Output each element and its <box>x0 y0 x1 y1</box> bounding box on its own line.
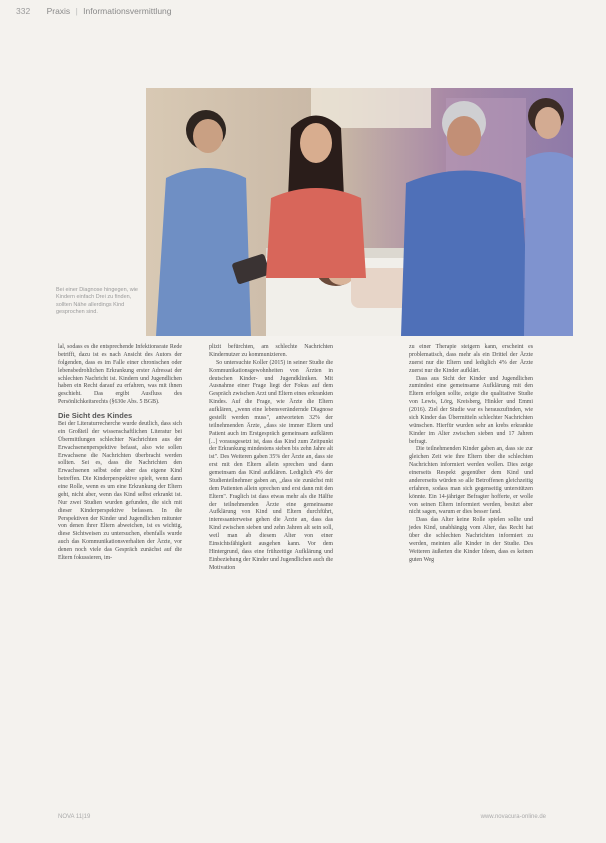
paragraph: Bei der Literaturrecherche wurde deutlich, dass sich ein Großteil der wissenschaftlichen Literatur bei Übermittlungen schlechter Nachrichten aus der Erwachsenenperspektive befasst, also wie sollen Erwachsene die Nachrichten überbracht werden sollten. Sei es, dass die Nachrichten den Erwachsenen selbst oder aber das eigene Kind betreffen. Die Kinderperspektive spielt, wenn dann eine Rolle, wenn es um eine Erkrankung der Eltern geht, nicht aber, wenn das Kind selbst erkrankt ist. Nur zwei Studien wurden gefunden, die sich mit dieser Kinderperspektive befassen. In die Perspektiven der Kinder und Jugendlichen mitunter von denen ihrer Eltern abweichen, ist es wichtig, diese Sichtweisen zu untersuchen, ebenfalls wurde auch das Kommunikationsverhalten der Ärzte, vor denen noch viele das Gespräch zunächst auf die Eltern fokussieren, im- <box>58 421 182 561</box>
section-heading: Die Sicht des Kindes <box>58 411 133 420</box>
paragraph: Die teilnehmenden Kinder gaben an, dass sie zur gleichen Zeit wie ihre Eltern über die schlechten Nachrichten informiert werden wollen. Dies zeige einerseits Respekt gegenüber dem Kind und andererseits würden so alle Betroffenen gleichzeitig erfahren, sodass man sich gegenseitig unterstützen könnte. Ein 14-jähriger Befragter hofferte, er wolle von seinen Eltern informiert werden, besitzt aber nicht sagen, warum er dies besser fand. <box>409 446 533 516</box>
photo-illustration <box>146 88 573 336</box>
text-column-2 <box>209 344 333 572</box>
footer-website: www.novacura-online.de <box>480 814 546 820</box>
hospital-scene-photo <box>146 88 573 336</box>
header-separator: | <box>75 6 78 16</box>
text-column-1 <box>58 344 182 563</box>
paragraph: So untersuchte Koller (2015) in seiner Studie die Kommunikationsgewohnheiten von Ärzten in deutschen Kinder- und Jugendkliniken. Mit Ausnahme einer Frage liegt der Fokus auf dem Gespräch zwischen Arzt und Eltern eines erkrankten Kindes. Auf die Frage, wie Ärzte die Eltern aufklären, „wenn eine lebensverändernde Diagnose gestellt werden muss", antworteten 32% der teilnehmenden Ärzte, „dass sie immer Eltern und Patient auch im Erstgespräch gemeinsam aufklären [...] vorausgesetzt ist, dass das Kind zum Zeitpunkt der Erkrankung mindestens sieben bis zehn Jahre alt ist". Des Weiteren gaben 35% der Ärzte an, dass sie erst mit den Eltern allein sprechen und dann gemeinsam das Kind aufklären. Lediglich 4% der Studienteilnehmer gaben an, „dass sie zunächst mit dem Patienten allein sprechen und erst dann mit den Eltern". Fraglich ist dass etwas mehr als die Hälfte der teilnehmenden Ärzte eine gemeinsame Aufklärung von Kind und Eltern durchführt, interessanterweise gehen die Ärzte an, dass das Kind zwischen sieben und zehn Jahren alt sein soll, weil man ab diesem Alter von einer Einsichtsfähigkeit ausgehen kann. Vor dem Hintergrund, dass eine frühzeitige Aufklärung und Einbeziehung der Kinder und Jugendlichen auch die Motivation <box>209 359 333 571</box>
footer-journal: NOVA 11|19 <box>58 814 91 820</box>
paragraph: zu einer Therapie steigern kann, erscheint es problematisch, dass mehr als ein Drittel der Ärzte zuerst nur die Eltern und lediglich 4% der Ärzte zuerst nur die Kinder aufklärt. <box>409 344 533 374</box>
paragraph: Dass das Alter keine Rolle spielen sollte und jedes Kind, unabhängig vom Alter, das Recht hat über die schlechten Nachrichten informiert zu werden, meinten alle Kinder in der Studie. Des Weiteren äußerten die Kinder Ideen, dass es keinen guten Weg <box>409 517 533 563</box>
photo-caption: Bei einer Diagnose hingegen, wie Kindern einfach Drei zu finden, sollten Nähe allerdings Kind gesprochen sind. <box>56 287 138 315</box>
page-number: 332 <box>16 6 31 16</box>
section-label: Praxis <box>46 6 71 16</box>
paragraph: Dass aus Sicht der Kinder und Jugendlichen zumindest eine gemeinsame Aufklärung mit den Eltern erfolgen sollte, zeigte die qualitative Studie von Lewis, Lörg, Kreisberg, Hinkler und Emmi (2016). Ziel der Studie war es herauszufinden, wie sich Kinder das Übermitteln schlechter Nachrichten wünschen. Hierfür wurden sehr an krebs erkrankte Kinder im Alter zwischen sieben und 17 Jahren befragt. <box>409 375 533 445</box>
paragraph: lal, sodass es die entsprechende Infektionsrate Rede betrifft, dazu ist es nach Ansicht des Autors der folgenden, dass es im Falle einer chronischen oder lebensbedrohlichen Erkrankung erster Adressat der schlechten Nachricht ist. Kindern und Jugendlichen haben ein Recht darauf zu erfahren, was mit ihnen geschieht. Das ergibt Ausfluss des Persönlichkeitsrechts (§630e Abs. 5 BGB). <box>58 344 182 406</box>
text-column-3 <box>409 344 533 565</box>
page-header <box>16 6 172 20</box>
paragraph: plizit befürchten, am schlechte Nachrichten Kindernutzer zu kommunizieren. <box>209 344 333 358</box>
chapter-title: Informationsvermittlung <box>83 6 172 16</box>
